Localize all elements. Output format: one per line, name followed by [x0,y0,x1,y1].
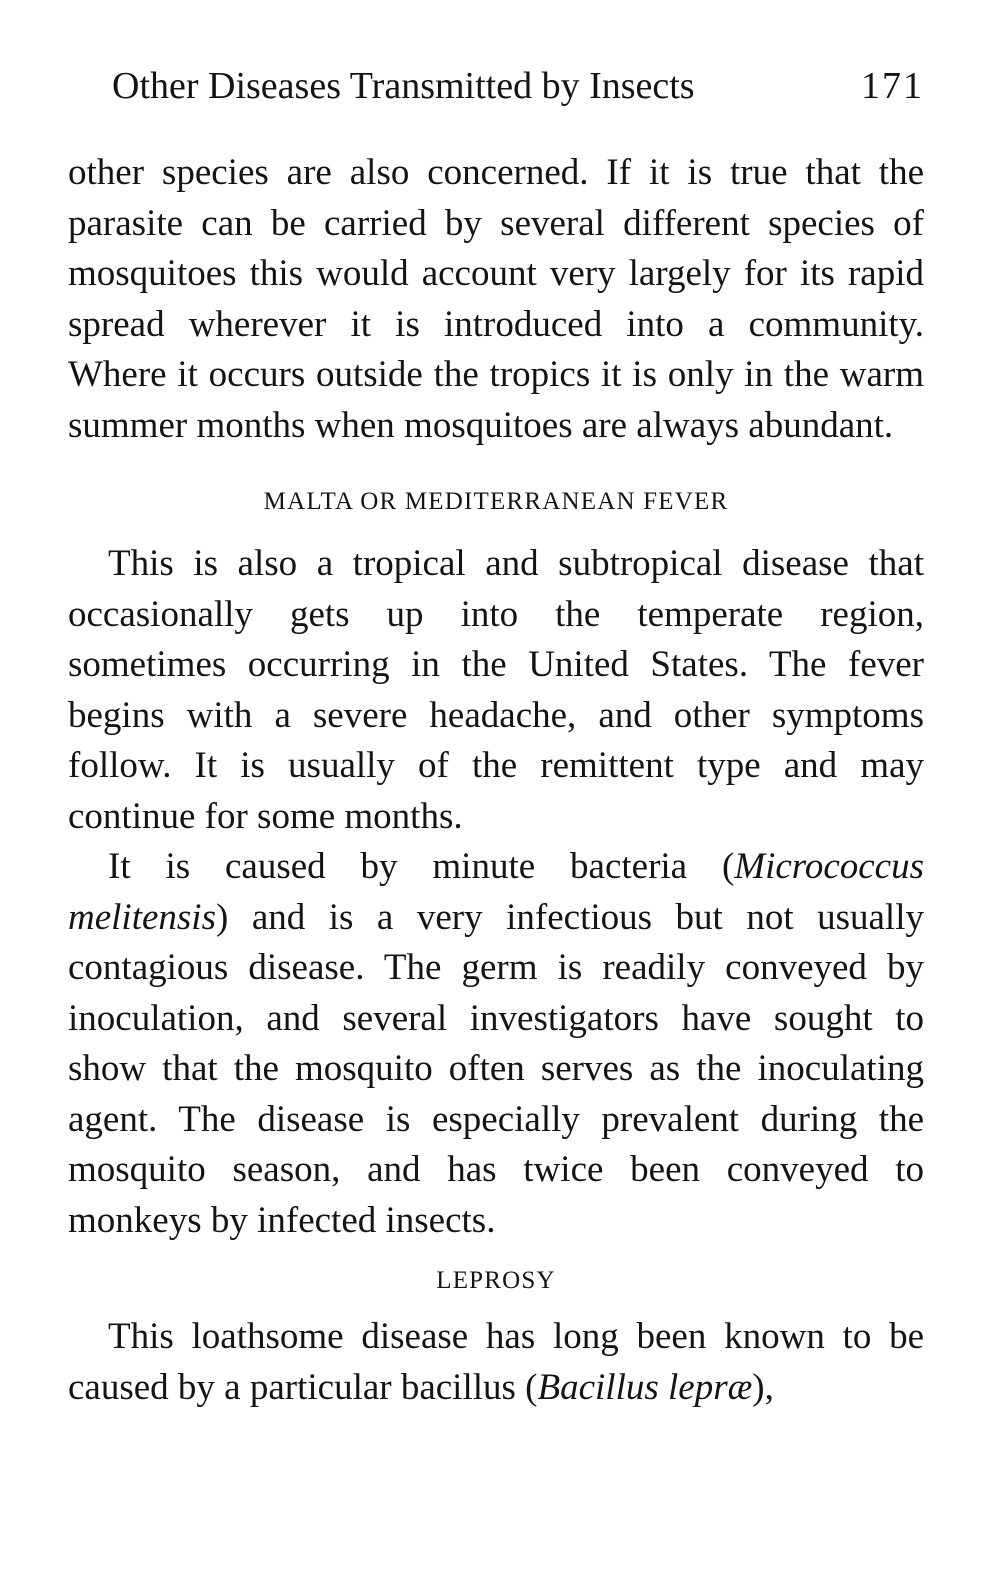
species-name-micrococcus: Micrococcus melitensis [68,846,924,938]
page-number: 171 [861,65,924,107]
running-head-title: Other Diseases Transmitted by Insects [112,65,695,107]
malta-paragraph-2-text-b: ) and is a very infectious but not usually contagious disease. The germ is readily conveyed by inoculation, and several investigators have sought to show that the mosquito often serves as the inoculating agent. The disease is especially prevalent during the mosquito season, and has twice been conveyed to monkeys by infected insects. [68,896,924,1241]
continuation-paragraph: other species are also concerned. If it is true that the parasite can be carried by several different species of mosquitoes this would account very largely for its rapid spread wherever it is introduced into a community. Where it occurs outside the tropics it is only in the warm summer months when mosquitoes are always abundant. [68,152,924,446]
section-heading-leprosy: LEPROSY [436,1267,556,1294]
section-heading-malta-fever: MALTA OR MEDITERRANEAN FEVER [263,488,729,515]
running-head [68,60,924,112]
malta-paragraph-2 [68,842,924,1246]
leprosy-paragraph-1-text-a: This loathsome disease has long been known to be caused by a particular bacillus ( [68,1316,924,1408]
malta-paragraph-1: This is also a tropical and subtropical disease that occasionally gets up into the temperate region, sometimes occurring in the United States. The fever begins with a severe headache, and other symptoms follow. It is usually of the remittent type and may continue for some months. [68,543,924,837]
leprosy-paragraph-1-text-b: ), [752,1366,774,1408]
leprosy-paragraph-1 [68,1312,924,1413]
malta-paragraph-2-text-a: It is caused by minute bacteria ( [108,846,735,887]
species-name-bacillus: Bacillus lepræ [537,1366,753,1408]
book-page [68,60,924,1413]
